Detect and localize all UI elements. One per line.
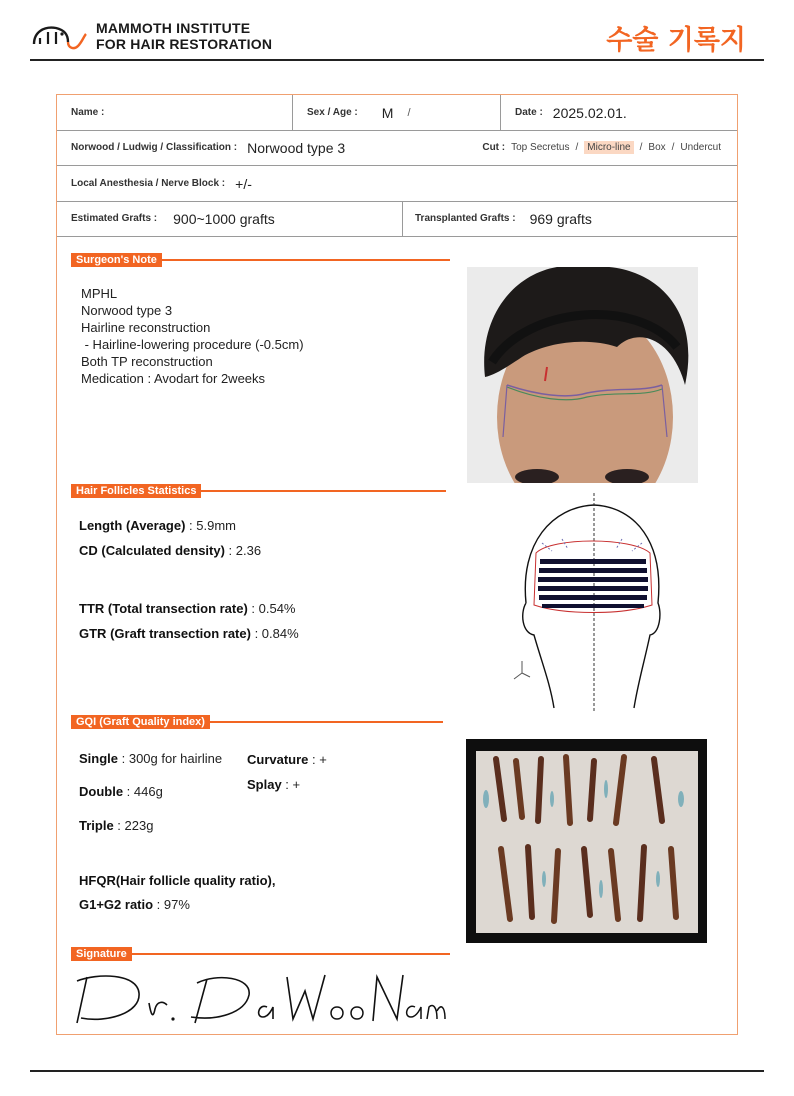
ttr-label: TTR: [79, 601, 105, 616]
bottom-divider: [30, 1070, 764, 1072]
row-basic-info: [57, 95, 737, 131]
stat-gtr: [79, 626, 299, 641]
section-rule: [132, 953, 450, 955]
top-divider: [30, 59, 764, 61]
surgeons-note-header: [71, 252, 450, 268]
cut-option-box: Box: [648, 142, 666, 153]
note-line: Medication : Avodart for 2weeks: [81, 371, 266, 386]
cd-value: : 2.36: [224, 543, 262, 558]
gqi-g1g2: [79, 897, 190, 912]
note-line: MPHL: [81, 286, 118, 301]
cut-separator: /: [575, 142, 579, 153]
donor-area-diagram: [512, 493, 667, 713]
length-suffix: (Average): [125, 518, 186, 533]
stat-length: [79, 518, 236, 533]
anesthesia-value: +/-: [235, 175, 252, 192]
gqi-curvature: [247, 752, 327, 767]
cut-option-top-secretus: Top Secretus: [511, 142, 570, 153]
statistics-header: [71, 483, 446, 499]
row-classification: [57, 130, 737, 166]
curvature-value: : +: [308, 752, 327, 767]
classification-cell: [57, 130, 737, 165]
classification-label: Norwood / Ludwig / Classification :: [71, 142, 238, 153]
cut-separator: /: [671, 142, 675, 153]
triple-label: Triple: [79, 818, 114, 833]
brand-logo: [30, 20, 272, 52]
gtr-suffix: (Graft transection rate): [110, 626, 251, 641]
ttr-suffix: (Total transection rate): [107, 601, 248, 616]
section-rule: [162, 259, 450, 261]
single-label: Single: [79, 751, 119, 766]
estimated-grafts-label: Estimated Grafts :: [71, 213, 158, 224]
hfqr-label: HFQR(Hair follicle quality ratio),: [79, 873, 276, 888]
cut-option-undercut: Undercut: [680, 142, 721, 153]
gqi-single: [79, 751, 222, 766]
sex-age-label: Sex / Age :: [307, 107, 358, 118]
patient-hairline-photo: [467, 267, 698, 483]
estimated-grafts-value: 900~1000 grafts: [173, 210, 275, 227]
signature-tag: Signature: [71, 947, 132, 961]
gtr-value: : 0.84%: [250, 626, 299, 641]
g1g2-value: : 97%: [153, 897, 190, 912]
anesthesia-label: Local Anesthesia / Nerve Block :: [71, 178, 226, 189]
gqi-tag: GQI (Graft Quality index): [71, 715, 210, 729]
transplanted-grafts-value: 969 grafts: [529, 210, 592, 227]
length-value: : 5.9mm: [185, 518, 237, 533]
gtr-label: GTR: [79, 626, 107, 641]
date-label: Date :: [515, 107, 543, 118]
cut-option-micro-line: Micro-line: [584, 141, 633, 154]
doctor-signature: [67, 963, 447, 1038]
note-line: Hairline reconstruction: [81, 320, 211, 335]
cd-suffix: (Calculated density): [101, 543, 225, 558]
surgeons-note-tag: Surgeon's Note: [71, 253, 162, 267]
gqi-triple: [79, 818, 153, 833]
surgery-record-form: [56, 94, 738, 1035]
statistics-tag: Hair Follicles Statistics: [71, 484, 201, 498]
cut-separator: /: [639, 142, 643, 153]
graft-microscope-photo: [466, 739, 707, 943]
double-label: Double: [79, 784, 124, 799]
sex-age-cell: [293, 95, 501, 130]
sex-value: M: [381, 104, 394, 121]
gqi-splay: [247, 777, 300, 792]
single-value: : 300g for hairline: [118, 751, 223, 766]
stat-cd: [79, 543, 261, 558]
g1g2-label: G1+G2 ratio: [79, 897, 154, 912]
transplanted-grafts-label: Transplanted Grafts :: [415, 213, 516, 224]
gqi-double: [79, 784, 163, 799]
cd-label: CD: [79, 543, 98, 558]
note-line: - Hairline-lowering procedure (-0.5cm): [81, 337, 304, 352]
ttr-value: : 0.54%: [247, 601, 296, 616]
date-cell: [501, 95, 737, 130]
estimated-grafts-cell: [57, 201, 403, 236]
brand-line-1: MAMMOTH INSTITUTE: [96, 20, 251, 36]
row-anesthesia: [57, 166, 737, 202]
brand-line-2: FOR HAIR RESTORATION: [96, 36, 273, 52]
gqi-header: [71, 714, 443, 730]
splay-label: Splay: [247, 777, 282, 792]
cut-options: [482, 141, 721, 154]
name-cell: [57, 95, 293, 130]
name-label: Name :: [71, 107, 105, 118]
gqi-hfqr: [79, 873, 275, 888]
note-line: Norwood type 3: [81, 303, 173, 318]
cut-label: Cut :: [482, 142, 506, 153]
splay-value: : +: [281, 777, 301, 792]
curvature-label: Curvature: [247, 752, 309, 767]
classification-value: Norwood type 3: [247, 139, 346, 156]
mammoth-logo-icon: [30, 20, 90, 52]
section-rule: [210, 721, 443, 723]
surgeons-note-body: [81, 285, 304, 387]
note-line: Both TP reconstruction: [81, 354, 213, 369]
length-label: Length: [79, 518, 123, 533]
transplanted-grafts-cell: [403, 201, 737, 236]
signature-header: [71, 946, 450, 962]
age-separator: /: [407, 106, 411, 119]
row-grafts: [57, 201, 737, 237]
date-value: 2025.02.01.: [552, 104, 627, 121]
anesthesia-cell: [57, 166, 737, 201]
document-title: 수술 기록지: [606, 25, 746, 56]
stat-ttr: [79, 601, 296, 616]
triple-value: : 223g: [113, 818, 154, 833]
double-value: : 446g: [123, 784, 163, 799]
section-rule: [201, 490, 446, 492]
